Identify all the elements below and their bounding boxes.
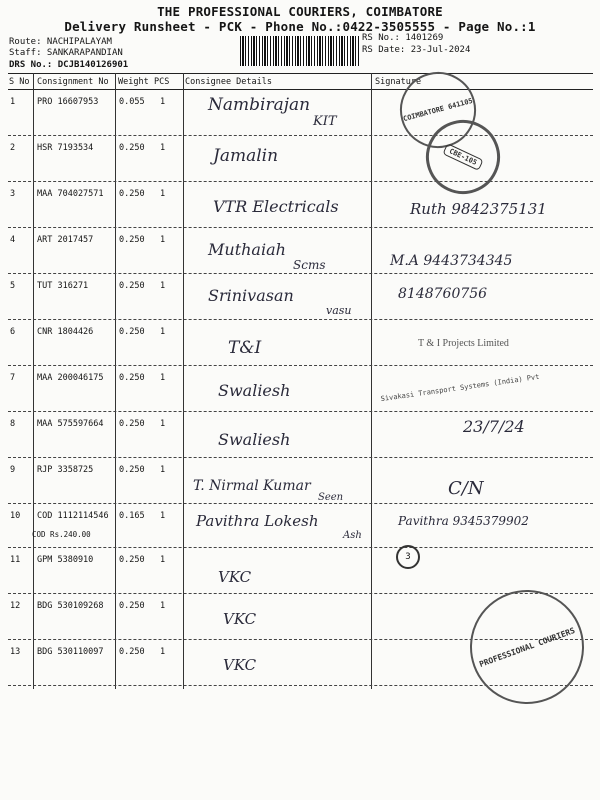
row-consignment: HSR 7193534 [37,143,94,153]
rs-date: RS Date: 23-Jul-2024 [362,45,471,55]
row-consignee: VKC [218,568,252,586]
row-sno: 8 [10,419,16,429]
col-consignee: Consignee Details [185,77,272,87]
row-weight: 0.250 [119,281,145,291]
row-weight: 0.250 [119,327,145,337]
row-pcs: 1 [160,143,166,153]
row-consignment: PRO 16607953 [37,97,99,107]
row-consignee: T. Nirmal Kumar [193,478,311,494]
cod-amount: COD Rs.240.00 [32,530,91,539]
row-sno: 9 [10,465,16,475]
stamp-code: CBE-105 [443,143,484,171]
row-consignment: TUT 316271 [37,281,89,291]
row-consignee-note: KIT [313,114,337,129]
row-pcs: 1 [160,235,166,245]
table-row [8,182,593,228]
row-pcs: 1 [160,555,166,565]
row-weight: 0.165 [119,511,145,521]
row-pcs: 1 [160,97,166,107]
drs-label: DRS No.: DCJB140126901 [9,60,129,70]
row-consignee: Pavithra Lokesh [196,512,319,530]
row-consignee: VKC [223,610,257,628]
row-signature: 23/7/24 [463,417,525,436]
row-sno: 12 [10,601,21,611]
table-row [8,90,593,136]
row-weight: 0.055 [119,97,145,107]
row-weight: 0.250 [119,555,145,565]
row-sno: 13 [10,647,21,657]
route-label: Route: NACHIPALAYAM [9,37,112,47]
row-consignee: Swaliesh [218,381,291,400]
stamp-text-faint: Sivakasi Transport Systems (India) Pvt [380,372,540,404]
table-row [8,136,593,182]
stamp-ring-text: COIMBATORE 641105 [402,96,474,124]
barcode [240,36,360,66]
row-consignment: ART 2017457 [37,235,94,245]
col-signature: Signature [375,77,422,87]
row-consignee: Swaliesh [218,430,291,449]
row-pcs: 1 [160,647,166,657]
table-row [8,412,593,458]
row-consignment: COD 1112114546 [37,511,109,521]
table-row [8,366,593,412]
row-consignment: BDG 530110097 [37,647,104,657]
bottom-stamp-text: PROFESSIONAL COURIERS [477,625,577,669]
row-consignee-note: Seen [318,492,344,503]
col-consignment: Consignment No [37,77,109,87]
row-consignment: MAA 200046175 [37,373,104,383]
row-signature: M.A 9443734345 [390,253,513,269]
row-sno: 6 [10,327,16,337]
row-pcs: 1 [160,281,166,291]
table-row [8,228,593,274]
row-pcs: 1 [160,465,166,475]
row-weight: 0.250 [119,465,145,475]
row-weight: 0.250 [119,647,145,657]
row-pcs: 1 [160,511,166,521]
row-consignee: Jamalin [213,146,279,166]
row-consignment: CNR 1804426 [37,327,94,337]
runsheet-subtitle: Delivery Runsheet - PCK - Phone No.:0422-3505555 - Page No.:1 [64,19,536,34]
circled-mark: 3 [396,545,420,569]
table-row [8,548,593,594]
row-consignee: VTR Electricals [213,197,339,216]
row-sno: 11 [10,555,21,565]
row-consignment: MAA 704027571 [37,189,104,199]
row-sno: 4 [10,235,16,245]
row-pcs: 1 [160,327,166,337]
row-weight: 0.250 [119,189,145,199]
row-weight: 0.250 [119,143,145,153]
row-pcs: 1 [160,419,166,429]
staff-label: Staff: SANKARAPANDIAN [9,48,123,58]
row-consignment: MAA 575597664 [37,419,104,429]
row-signature: Pavithra 9345379902 [398,514,529,528]
row-sno: 7 [10,373,16,383]
col-pcs: PCS [154,77,170,87]
row-consignee: Srinivasan [208,286,294,305]
row-consignee: Muthaiah [208,240,286,259]
row-consignee-note: Scms [293,258,326,272]
table-row [8,274,593,320]
row-consignee-note: vasu [326,304,352,317]
row-signature: C/N [448,478,484,499]
row-sno: 1 [10,97,16,107]
row-sno: 10 [10,511,21,521]
company-title: THE PROFESSIONAL COURIERS, COIMBATORE [157,4,443,19]
row-pcs: 1 [160,601,166,611]
header-top-line [8,73,593,74]
row-consignment: RJP 3358725 [37,465,94,475]
row-weight: 0.250 [119,419,145,429]
table-row [8,320,593,366]
row-signature: T & I Projects Limited [418,338,509,349]
row-consignment: BDG 530109268 [37,601,104,611]
row-consignee-note: Ash [343,530,362,541]
row-weight: 0.250 [119,235,145,245]
row-pcs: 1 [160,373,166,383]
row-sno: 3 [10,189,16,199]
row-consignment: GPM 5380910 [37,555,94,565]
row-consignee: T&I [228,338,262,358]
row-consignee: VKC [223,656,257,674]
row-weight: 0.250 [119,373,145,383]
table-row [8,504,593,548]
row-sno: 5 [10,281,16,291]
row-signature: 8148760756 [398,286,488,302]
row-pcs: 1 [160,189,166,199]
col-sno: S No [9,77,30,87]
row-weight: 0.250 [119,601,145,611]
row-signature: Ruth 9842375131 [410,200,547,218]
rs-number: RS No.: 1401269 [362,33,444,43]
table-row [8,458,593,504]
col-weight: Weight [118,77,149,87]
row-sno: 2 [10,143,16,153]
row-consignee: Nambirajan [208,95,311,115]
